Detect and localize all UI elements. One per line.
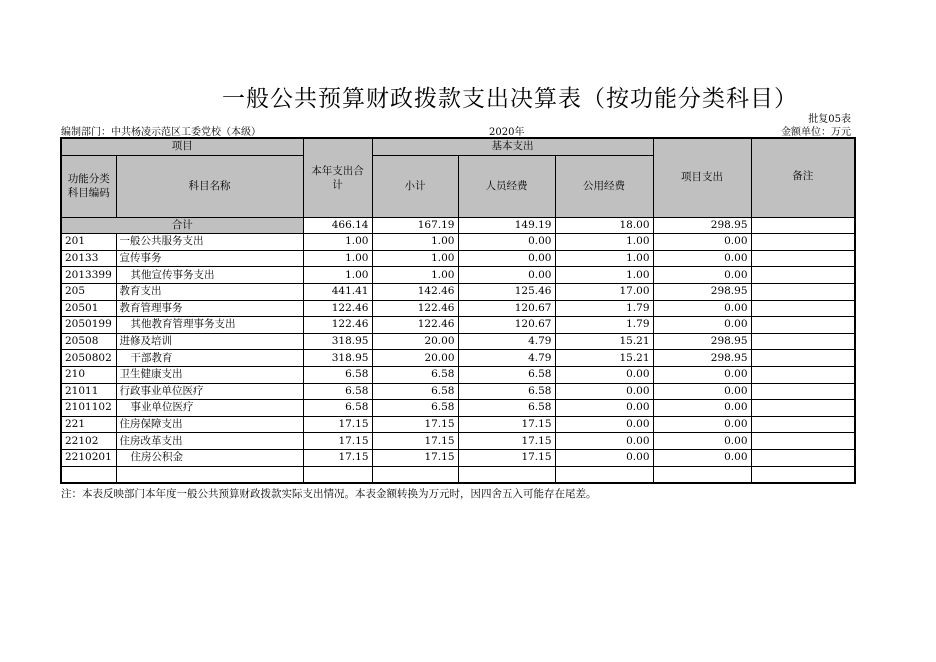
expenditure-table <box>60 137 856 484</box>
total-project-expense: 298.95 <box>653 217 751 234</box>
row-code: 205 <box>61 283 116 300</box>
row-personnel: 17.15 <box>458 416 555 433</box>
row-code: 20501 <box>61 300 116 317</box>
row-year-total: 17.15 <box>303 416 372 433</box>
row-subtotal: 1.00 <box>372 267 458 284</box>
row-personnel: 6.58 <box>458 383 555 400</box>
row-remark <box>751 267 855 284</box>
total-personnel: 149.19 <box>458 217 555 234</box>
row-remark <box>751 350 855 367</box>
row-public: 1.00 <box>555 234 653 251</box>
row-remark <box>751 250 855 267</box>
row-subtotal: 20.00 <box>372 333 458 350</box>
row-code: 20508 <box>61 333 116 350</box>
row-personnel: 6.58 <box>458 400 555 417</box>
row-project-expense: 0.00 <box>653 234 751 251</box>
row-name: 卫生健康支出 <box>116 366 303 383</box>
row-code: 2210201 <box>61 449 116 466</box>
page-title: 一般公共预算财政拨款支出决算表（按功能分类科目） <box>222 86 798 112</box>
row-personnel: 0.00 <box>458 267 555 284</box>
blank-cell <box>751 466 855 483</box>
row-code: 21011 <box>61 383 116 400</box>
total-subtotal: 167.19 <box>372 217 458 234</box>
row-remark <box>751 400 855 417</box>
row-subtotal: 17.15 <box>372 416 458 433</box>
blank-cell <box>458 466 555 483</box>
row-subtotal: 6.58 <box>372 400 458 417</box>
row-project-expense: 0.00 <box>653 317 751 334</box>
row-year-total: 6.58 <box>303 400 372 417</box>
row-public: 0.00 <box>555 416 653 433</box>
row-year-total: 1.00 <box>303 234 372 251</box>
row-public: 0.00 <box>555 366 653 383</box>
header-subtotal: 小计 <box>372 155 458 217</box>
row-subtotal: 1.00 <box>372 250 458 267</box>
blank-cell <box>303 466 372 483</box>
row-code: 2013399 <box>61 267 116 284</box>
row-remark <box>751 449 855 466</box>
row-code: 2101102 <box>61 400 116 417</box>
row-personnel: 17.15 <box>458 449 555 466</box>
row-year-total: 318.95 <box>303 350 372 367</box>
row-name: 宣传事务 <box>116 250 303 267</box>
row-year-total: 441.41 <box>303 283 372 300</box>
row-personnel: 6.58 <box>458 366 555 383</box>
row-year-total: 17.15 <box>303 433 372 450</box>
row-name: 事业单位医疗 <box>116 400 303 417</box>
header-code: 功能分类科目编码 <box>61 155 116 217</box>
row-project-expense: 0.00 <box>653 433 751 450</box>
row-remark <box>751 433 855 450</box>
table-row <box>61 366 855 383</box>
header-remark: 备注 <box>751 138 855 217</box>
row-project-expense: 0.00 <box>653 250 751 267</box>
row-year-total: 1.00 <box>303 250 372 267</box>
table-row <box>61 234 855 251</box>
row-code: 20133 <box>61 250 116 267</box>
row-subtotal: 122.46 <box>372 317 458 334</box>
form-number: 批复05表 <box>808 114 851 125</box>
row-project-expense: 298.95 <box>653 350 751 367</box>
table-row <box>61 283 855 300</box>
row-year-total: 1.00 <box>303 267 372 284</box>
row-public: 1.79 <box>555 300 653 317</box>
row-public: 0.00 <box>555 383 653 400</box>
blank-cell <box>555 466 653 483</box>
year-label: 2020年 <box>489 127 525 138</box>
row-subtotal: 6.58 <box>372 366 458 383</box>
row-name: 干部教育 <box>116 350 303 367</box>
row-public: 0.00 <box>555 400 653 417</box>
department-label: 编制部门：中共杨凌示范区工委党校（本级） <box>61 127 261 138</box>
row-name: 教育管理事务 <box>116 300 303 317</box>
row-year-total: 6.58 <box>303 366 372 383</box>
blank-cell <box>372 466 458 483</box>
total-remark <box>751 217 855 234</box>
row-public: 0.00 <box>555 449 653 466</box>
row-code: 210 <box>61 366 116 383</box>
table-row <box>61 333 855 350</box>
row-remark <box>751 300 855 317</box>
row-public: 1.00 <box>555 267 653 284</box>
table-row <box>61 416 855 433</box>
row-code: 2050802 <box>61 350 116 367</box>
row-project-expense: 0.00 <box>653 366 751 383</box>
row-name: 教育支出 <box>116 283 303 300</box>
table-row <box>61 250 855 267</box>
table-row <box>61 267 855 284</box>
row-personnel: 120.67 <box>458 300 555 317</box>
row-public: 0.00 <box>555 433 653 450</box>
table-row <box>61 449 855 466</box>
total-row <box>61 217 855 234</box>
row-name: 进修及培训 <box>116 333 303 350</box>
row-project-expense: 298.95 <box>653 283 751 300</box>
row-code: 22102 <box>61 433 116 450</box>
row-personnel: 125.46 <box>458 283 555 300</box>
row-public: 15.21 <box>555 333 653 350</box>
row-name: 住房公积金 <box>116 449 303 466</box>
row-subtotal: 6.58 <box>372 383 458 400</box>
blank-cell <box>653 466 751 483</box>
total-public: 18.00 <box>555 217 653 234</box>
row-year-total: 122.46 <box>303 317 372 334</box>
row-remark <box>751 333 855 350</box>
row-personnel: 17.15 <box>458 433 555 450</box>
row-public: 15.21 <box>555 350 653 367</box>
table-row <box>61 433 855 450</box>
row-subtotal: 122.46 <box>372 300 458 317</box>
row-name: 住房改革支出 <box>116 433 303 450</box>
total-year-total: 466.14 <box>303 217 372 234</box>
row-remark <box>751 317 855 334</box>
table-row <box>61 317 855 334</box>
header-project: 项目 <box>61 138 303 155</box>
row-code: 2050199 <box>61 317 116 334</box>
row-remark <box>751 283 855 300</box>
header-name: 科目名称 <box>116 155 303 217</box>
row-personnel: 0.00 <box>458 234 555 251</box>
row-project-expense: 298.95 <box>653 333 751 350</box>
row-remark <box>751 366 855 383</box>
row-name: 住房保障支出 <box>116 416 303 433</box>
row-project-expense: 0.00 <box>653 416 751 433</box>
row-year-total: 17.15 <box>303 449 372 466</box>
row-code: 221 <box>61 416 116 433</box>
row-subtotal: 142.46 <box>372 283 458 300</box>
footnote: 注：本表反映部门本年度一般公共预算财政拨款实际支出情况。本表金额转换为万元时，因四舍五入可能存在尾差。 <box>61 488 597 500</box>
row-project-expense: 0.00 <box>653 300 751 317</box>
row-name: 其他教育管理事务支出 <box>116 317 303 334</box>
row-name: 一般公共服务支出 <box>116 234 303 251</box>
row-public: 17.00 <box>555 283 653 300</box>
row-code: 201 <box>61 234 116 251</box>
total-label: 合计 <box>61 217 303 234</box>
row-project-expense: 0.00 <box>653 383 751 400</box>
table-row <box>61 400 855 417</box>
blank-row <box>61 466 855 483</box>
header-public: 公用经费 <box>555 155 653 217</box>
row-name: 其他宣传事务支出 <box>116 267 303 284</box>
table-row <box>61 300 855 317</box>
blank-cell <box>116 466 303 483</box>
unit-label: 金额单位：万元 <box>781 127 851 138</box>
row-year-total: 6.58 <box>303 383 372 400</box>
row-project-expense: 0.00 <box>653 400 751 417</box>
row-year-total: 122.46 <box>303 300 372 317</box>
row-remark <box>751 234 855 251</box>
row-year-total: 318.95 <box>303 333 372 350</box>
row-remark <box>751 416 855 433</box>
row-subtotal: 17.15 <box>372 433 458 450</box>
header-year-total: 本年支出合计 <box>303 138 372 217</box>
header-project-expense: 项目支出 <box>653 138 751 217</box>
row-subtotal: 1.00 <box>372 234 458 251</box>
row-personnel: 4.79 <box>458 333 555 350</box>
row-project-expense: 0.00 <box>653 449 751 466</box>
row-project-expense: 0.00 <box>653 267 751 284</box>
row-personnel: 120.67 <box>458 317 555 334</box>
table-row <box>61 383 855 400</box>
header-basic: 基本支出 <box>372 138 653 155</box>
table-row <box>61 350 855 367</box>
row-name: 行政事业单位医疗 <box>116 383 303 400</box>
row-public: 1.79 <box>555 317 653 334</box>
row-subtotal: 17.15 <box>372 449 458 466</box>
header-personnel: 人员经费 <box>458 155 555 217</box>
blank-cell <box>61 466 116 483</box>
row-personnel: 0.00 <box>458 250 555 267</box>
row-remark <box>751 383 855 400</box>
row-subtotal: 20.00 <box>372 350 458 367</box>
row-personnel: 4.79 <box>458 350 555 367</box>
row-public: 1.00 <box>555 250 653 267</box>
